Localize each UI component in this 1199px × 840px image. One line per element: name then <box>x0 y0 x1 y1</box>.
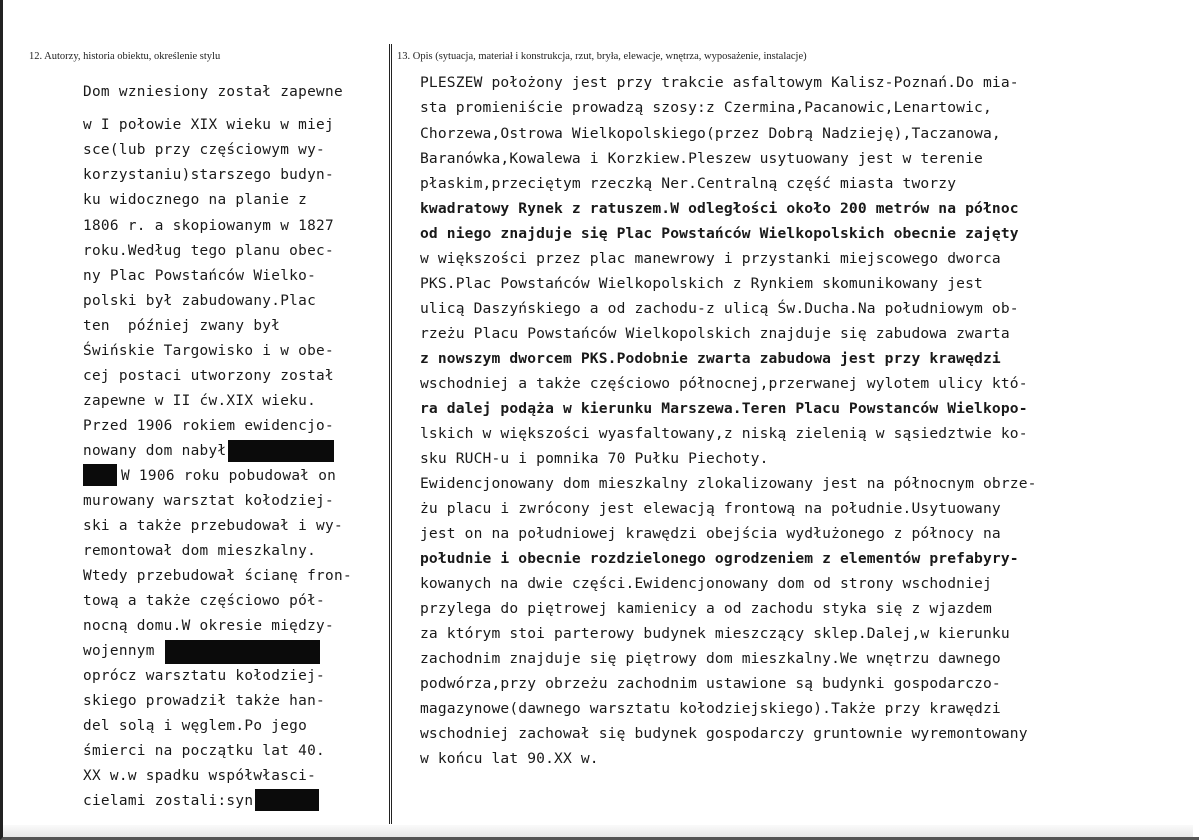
text-line: płaskim,przeciętym rzeczką Ner.Centralną część miasta tworzy <box>420 175 957 192</box>
text-line: oprócz warsztatu kołodziej- <box>83 668 326 684</box>
text-line: w I połowie XIX wieku w miej <box>83 117 334 133</box>
text-line: cielami zostali:syn <box>83 793 254 809</box>
text-line: z nowszym dworcem PKS.Podobnie zwarta zabudowa jest przy krawędzi <box>420 350 1001 367</box>
text-line: Świńskie Targowisko i w obe- <box>83 343 334 359</box>
text-line: nowany dom nabył <box>83 443 227 459</box>
text-line: lskich w większości wyasfaltowany,z niską zielenią w sąsiedztwie ko- <box>420 425 1028 442</box>
text-line: Przed 1906 rokiem ewidencjo- <box>83 418 334 434</box>
text-line: ra dalej podąża w kierunku Marszewa.Teren Placu Powstanców Wielkopo- <box>420 400 1028 417</box>
text-line: ten później zwany był <box>83 318 281 334</box>
text-line: ski a także przebudował i wy- <box>83 518 343 534</box>
text-line: sku RUCH-u i pomnika 70 Pułku Piechoty. <box>420 450 769 467</box>
text-line: w większości przez plac manewrowy i przystanki miejscowego dworca <box>420 250 1001 267</box>
page-edge-shadow <box>3 825 1193 837</box>
text-line: przylega do piętrowej kamienicy a od zachodu styka się z wjazdem <box>420 600 992 617</box>
text-line: śmierci na początku lat 40. <box>83 743 326 759</box>
text-line: korzystaniu)starszego budyn- <box>83 167 334 183</box>
section-12-heading: 12. Autorzy, historia obiektu, określenie stylu <box>29 51 221 62</box>
text-line: wschodniej zachował się budynek gospodarczy gruntownie wyremontowany <box>420 725 1028 742</box>
text-line: ku widocznego na planie z <box>83 192 308 208</box>
text-line: Ewidencjonowany dom mieszkalny zlokalizowany jest na północnym obrze- <box>420 475 1037 492</box>
redaction-bar <box>228 440 334 462</box>
text-line: PLESZEW położony jest przy trakcie asfaltowym Kalisz-Poznań.Do mia- <box>420 74 1019 91</box>
text-line: zapewne w II ćw.XIX wieku. <box>83 393 317 409</box>
text-line: remontował dom mieszkalny. <box>83 543 317 559</box>
text-line: południe i obecnie rozdzielonego ogrodzeniem z elementów prefabyry- <box>420 550 1019 567</box>
text-line: kowanych na dwie części.Ewidencjonowany dom od strony wschodniej <box>420 575 992 592</box>
text-line: wojennym <box>83 643 155 659</box>
redaction-bar <box>165 640 320 664</box>
column-divider <box>389 44 390 824</box>
text-line: magazynowe(dawnego warsztatu kołodziejskiego).Także przy krawędzi <box>420 700 1001 717</box>
text-line: Baranówka,Kowalewa i Korzkiew.Pleszew usytuowany jest w terenie <box>420 150 983 167</box>
text-line: sta promieniście prowadzą szosy:z Czermina,Pacanowic,Lenartowic, <box>420 99 992 116</box>
text-line: del solą i węglem.Po jego <box>83 718 308 734</box>
redaction-bar <box>255 789 319 811</box>
text-line: podwórza,przy obrzeżu zachodnim ustawione są budynki gospodarczo- <box>420 675 1001 692</box>
text-line: sce(lub przy częściowym wy- <box>83 142 326 158</box>
text-line: Wtedy przebudował ścianę fron- <box>83 568 352 584</box>
text-line: skiego prowadził także han- <box>83 693 326 709</box>
text-line: kwadratowy Rynek z ratuszem.W odległości około 200 metrów na północ <box>420 200 1019 217</box>
text-line: rzeżu Placu Powstańców Wielkopolskich znajduje się zabudowa zwarta <box>420 325 1010 342</box>
redaction-bar <box>83 464 117 486</box>
text-line: cej postaci utworzony został <box>83 368 334 384</box>
text-line: od niego znajduje się Plac Powstańców Wielkopolskich obecnie zajęty <box>420 225 1019 242</box>
text-line: Chorzewa,Ostrowa Wielkopolskiego(przez Dobrą Nadzieję),Taczanowa, <box>420 125 1001 142</box>
text-line: ny Plac Powstańców Wielko- <box>83 268 317 284</box>
text-line: zachodnim znajduje się piętrowy dom mieszkalny.We wnętrzu dawnego <box>420 650 1001 667</box>
text-line: tową a także częściowo pół- <box>83 593 326 609</box>
text-line: W 1906 roku pobudował on <box>121 468 337 484</box>
text-line: wschodniej a także częściowo północnej,przerwanej wylotem ulicy któ- <box>420 375 1028 392</box>
text-line: XX w.w spadku współwłasci- <box>83 768 317 784</box>
text-line: Dom wzniesiony został zapewne <box>83 84 343 100</box>
text-line: jest on na południowej krawędzi obejścia wydłużonego z północy na <box>420 525 1001 542</box>
text-line: żu placu i zwrócony jest elewacją frontową na południe.Usytuowany <box>420 500 1001 517</box>
text-line: ulicą Daszyńskiego a od zachodu-z ulicą Św.Ducha.Na południowym ob- <box>420 300 1019 317</box>
text-line: nocną domu.W okresie między- <box>83 618 334 634</box>
text-line: murowany warsztat kołodziej- <box>83 493 334 509</box>
text-line: roku.Według tego planu obec- <box>83 243 334 259</box>
text-line: 1806 r. a skopiowanym w 1827 <box>83 218 334 234</box>
text-line: za którym stoi parterowy budynek mieszczący sklep.Dalej,w kierunku <box>420 625 1010 642</box>
column-divider-inner <box>391 44 392 824</box>
text-line: PKS.Plac Powstańców Wielkopolskich z Rynkiem skomunikowany jest <box>420 275 983 292</box>
text-line: polski był zabudowany.Plac <box>83 293 317 309</box>
text-line: w końcu lat 90.XX w. <box>420 750 599 767</box>
section-13-heading: 13. Opis (sytuacja, materiał i konstrukcja, rzut, bryła, elewacje, wnętrza, wyposażenie, instalacje) <box>397 51 807 62</box>
